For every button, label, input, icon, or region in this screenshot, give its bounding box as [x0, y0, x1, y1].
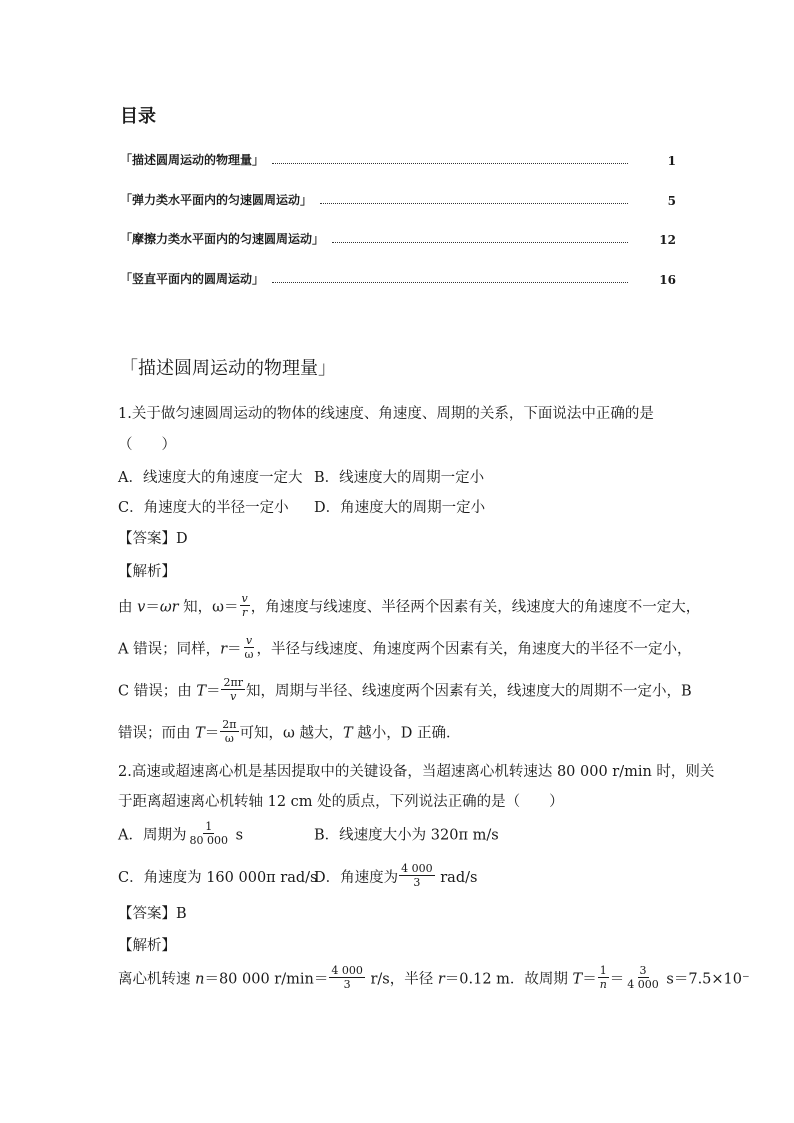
text: 由	[118, 599, 138, 616]
text: ＝	[205, 683, 221, 700]
q1-analysis-line1	[118, 594, 700, 621]
text: ＝	[227, 641, 242, 658]
text: r/s，半径	[365, 971, 438, 988]
frac-den: 3	[343, 978, 351, 991]
var-r: r	[220, 641, 228, 658]
toc-leader-dots	[332, 242, 628, 243]
frac-den: 4 000	[627, 978, 659, 991]
var-T: T	[342, 725, 353, 742]
toc-entry[interactable]	[120, 229, 676, 247]
q1-analysis-line3	[118, 678, 692, 705]
frac-den: n	[599, 978, 607, 991]
text: rad/s	[435, 869, 478, 886]
section-title: 「描述圆周运动的物理量」	[120, 358, 336, 379]
text: s	[230, 827, 244, 844]
fraction	[221, 676, 245, 703]
q2-option-d	[314, 862, 478, 889]
frac-num: 2π	[222, 718, 237, 731]
text: ，半径与线速度、角速度两个因素有关，角速度大的半径不一定小，	[256, 641, 692, 658]
frac-den: ω	[244, 648, 254, 661]
q2-stem-line1: 2.高速或超速离心机是基因提取中的关键设备，当超速离心机转速达 80 000 r/min 时，则关	[118, 764, 715, 780]
toc-title: 目录	[120, 106, 156, 127]
q1-options-row1	[118, 466, 484, 487]
frac-num: 1	[599, 964, 607, 977]
q2-analysis-label: 【解析】	[118, 938, 176, 954]
var-T: T	[195, 725, 205, 742]
frac-den: v	[230, 690, 237, 703]
q2-option-a	[118, 822, 314, 849]
toc-entry-page: 5	[667, 194, 676, 208]
q2-options-row1	[118, 822, 499, 849]
q2-option-c: C．角速度为 160 000π rad/s	[118, 869, 318, 886]
q1-option-c: C．角速度大的半径一定小	[118, 500, 289, 516]
fraction	[243, 634, 256, 661]
q1-stem: 1.关于做匀速圆周运动的物体的线速度、角速度、周期的关系，下面说法中正确的是	[118, 406, 654, 422]
text: ＝	[582, 971, 597, 988]
frac-num: 4 000	[331, 964, 363, 977]
text: ＝	[204, 725, 220, 742]
toc-entry[interactable]	[120, 190, 676, 208]
frac-num: v	[241, 592, 248, 605]
text: 知，周期与半径、线速度两个因素有关，线速度大的周期不一定小，B	[245, 683, 692, 700]
q2-analysis-line1	[118, 966, 750, 993]
frac-num: 3	[639, 964, 647, 977]
q2-answer: 【答案】B	[118, 906, 187, 922]
text: 知，ω＝	[178, 599, 239, 616]
q1-analysis-line4	[118, 720, 460, 747]
toc-entry-label: 「摩擦力类水平面内的匀速圆周运动」	[120, 232, 325, 246]
var-r: r	[437, 971, 445, 988]
fraction	[220, 718, 238, 745]
frac-num: 4 000	[401, 862, 433, 875]
q2-stem-line2: 于距离超速离心机转轴 12 cm 处的质点，下列说法正确的是（ ）	[118, 794, 564, 810]
frac-den: 3	[413, 876, 421, 889]
text: 可知，ω 越大，	[239, 725, 343, 742]
fraction	[625, 964, 661, 991]
text: ＝0.12 m．故周期	[444, 971, 573, 988]
text: ＝	[145, 599, 160, 616]
var-T: T	[196, 683, 206, 700]
fraction	[329, 964, 365, 991]
q1-option-a: A．线速度大的角速度一定大	[118, 470, 303, 486]
fraction	[240, 592, 250, 619]
toc-entry-page: 1	[667, 154, 676, 168]
fraction	[187, 820, 230, 847]
frac-den: 80 000	[189, 834, 228, 847]
text: A．周期为	[118, 827, 187, 844]
var-v: v	[137, 599, 146, 616]
var-omega-r: ωr	[159, 599, 179, 616]
q2-options-row2	[118, 864, 477, 891]
text: D．角速度为	[314, 869, 399, 886]
text: 离心机转速	[118, 971, 196, 988]
q1-answer: 【答案】D	[118, 531, 188, 547]
text: ＝80 000 r/min＝	[204, 971, 329, 988]
q1-option-d: D．角速度大的周期一定小	[314, 500, 486, 516]
toc-entry-label: 「竖直平面内的圆周运动」	[120, 272, 265, 286]
fraction	[399, 862, 435, 889]
toc-entry-page: 12	[659, 233, 676, 247]
q1-options-row2	[118, 496, 485, 517]
toc-entry-page: 16	[659, 273, 676, 287]
toc-leader-dots	[320, 203, 628, 204]
frac-den: r	[241, 606, 248, 619]
frac-num: v	[245, 634, 253, 647]
q1-option-b: B．线速度大的周期一定小	[314, 470, 485, 486]
toc-entry-label: 「弹力类水平面内的匀速圆周运动」	[120, 193, 313, 207]
fraction	[598, 964, 609, 991]
text: s＝7.5×10⁻	[661, 971, 750, 988]
toc-leader-dots	[272, 282, 628, 283]
q1-analysis-label: 【解析】	[118, 564, 176, 580]
text: 越小，D 正确．	[352, 725, 461, 742]
text: ＝	[609, 971, 625, 988]
text: A 错误；同样，	[118, 641, 221, 658]
text: C 错误；由	[118, 683, 197, 700]
q1-paren: （ ）	[118, 437, 176, 453]
q2-option-b: B．线速度大小为 320π m/s	[314, 827, 499, 844]
toc-entry[interactable]	[120, 150, 676, 168]
text: 错误；而由	[118, 725, 196, 742]
toc-entry[interactable]	[120, 269, 676, 287]
toc-leader-dots	[272, 163, 628, 164]
frac-den: ω	[224, 732, 234, 745]
text: ，角速度与线速度、半径两个因素有关，线速度大的角速度不一定大，	[250, 599, 701, 616]
frac-num: 2πr	[223, 676, 243, 689]
toc-entry-label: 「描述圆周运动的物理量」	[120, 153, 265, 167]
q1-analysis-line2	[118, 636, 692, 663]
var-T: T	[572, 971, 583, 988]
var-n: n	[195, 971, 205, 988]
frac-num: 1	[205, 820, 213, 833]
